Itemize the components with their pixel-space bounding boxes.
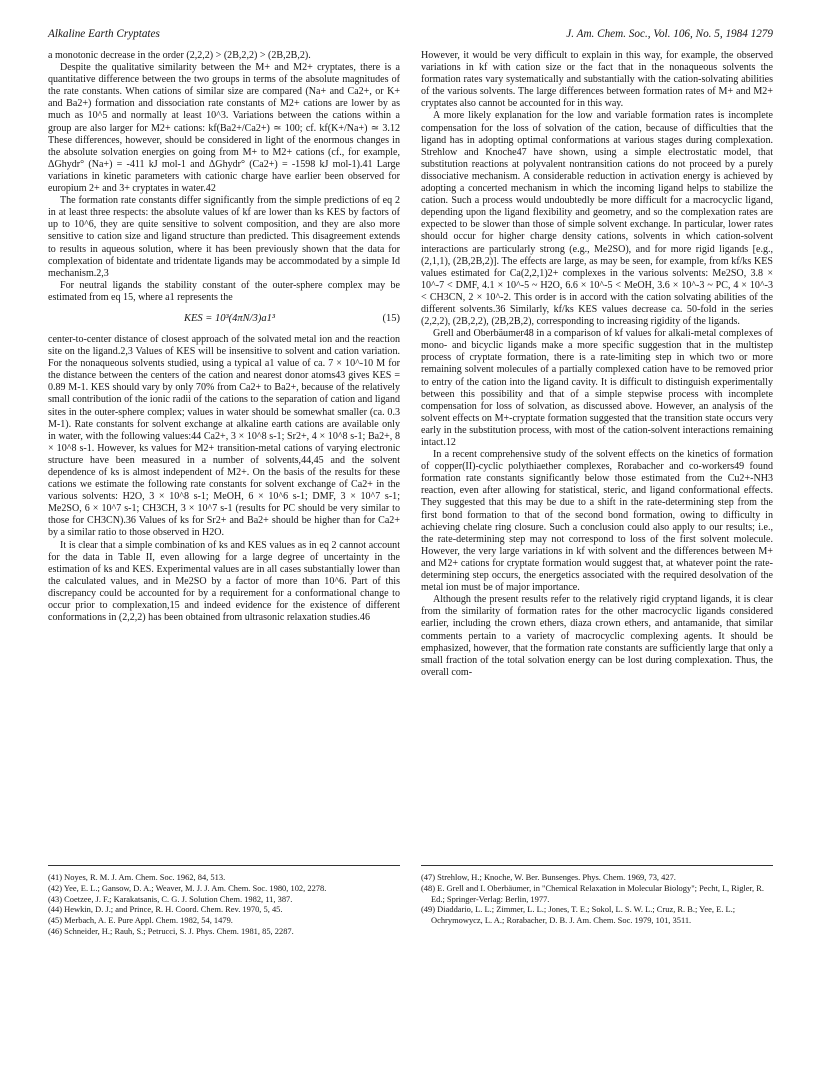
paragraph: However, it would be very difficult to explain in this way, for example, the observed variations in kf with cation size or the fact that in the nonaqueous solvents the formation rates vary systematically and substantially with the cation-solvating abilities of the various solvents. The large differences between formation rates of M+ and M2+ cryptates also cannot be accounted for in this way.	[421, 50, 773, 110]
reference-46: (46) Schneider, H.; Rauh, S.; Petrucci, S. J. Phys. Chem. 1981, 85, 2287.	[48, 925, 294, 936]
footnotes-right	[421, 865, 773, 926]
reference-48: (48) E. Grell and I. Oberbäumer, in "Chemical Relaxation in Molecular Biology"; Pecht, I., Rigler, R. Ed.; Springer-Verlag: Berlin, 1977.	[421, 882, 764, 904]
reference-45: (45) Merbach, A. E. Pure Appl. Chem. 1982, 54, 1479.	[48, 915, 233, 926]
paragraph: In a recent comprehensive study of the solvent effects on the kinetics of formation of copper(II)-cyclic polythiaether complexes, Rorabacher and co-workers49 found formation rate constants significantly below those estimated from the Cu2+-NH3 reaction, even after allowing for statistical, steric, and ligand conformational effects. They suggested that this may be due to a shift in the rate-determining step from the first bond formation to that of the second bond formation, owing to difficulty in achieving chelate ring closure. Such a conclusion could also apply to our results; i.e., the rate-determining step may not correspond to loss of the first solvent molecule. However, the very large variations in kf with solvent and the differences between M+ and M2+ cations for cryptate formation would suggest that, at whatever point the rate-determining step occurs, the energetics associated with the required desolvation of the metal ion must be of major importance.	[421, 449, 773, 594]
paragraph: The formation rate constants differ significantly from the simple predictions of eq 2 in at least three respects: the absolute values of kf are lower than ks KES by factors of up to 10^6, they are quite sensitive to solvent composition, and they are also more sensitive to cation size and ligand structure than predicted. This disagreement extends to results in aqueous solution, where it has been previously shown that the data for complexation of bidentate and tridentate ligands may be accommodated by a simple Id mechanism.2,3	[48, 195, 400, 279]
journal-citation: J. Am. Chem. Soc., Vol. 106, No. 5, 1984 1279	[566, 28, 773, 40]
equation-formula: KES = 10³(4πN/3)a1³	[184, 312, 275, 324]
reference-49: (49) Diaddario, L. L.; Zimmer, L. L.; Jones, T. E.; Sokol, L. S. W. L.; Cruz, R. B.; Yee, E. L.; Ochrymowycz, L. A.; Rorabacher, D. B. J. Am. Chem. Soc. 1979, 101, 3511.	[421, 904, 736, 926]
reference-42: (42) Yee, E. L.; Gansow, D. A.; Weaver, M. J. J. Am. Chem. Soc. 1980, 102, 2278.	[48, 882, 327, 893]
right-column	[421, 50, 773, 679]
paragraph: For neutral ligands the stability constant of the outer-sphere complex may be estimated from eq 15, where a1 represents the	[48, 279, 400, 303]
reference-43: (43) Coetzee, J. F.; Karakatsanis, C. G. J. Solution Chem. 1982, 11, 387.	[48, 893, 293, 904]
footnote-rule	[421, 865, 773, 866]
reference-41: (41) Noyes, R. M. J. Am. Chem. Soc. 1962, 84, 513.	[48, 872, 226, 882]
reference-44: (44) Hewkin, D. J.; and Prince, R. H. Coord. Chem. Rev. 1970, 5, 45.	[48, 904, 283, 915]
paragraph: A more likely explanation for the low and variable formation rates is incomplete compensation for the loss of solvation of the cation, because of difficulties that the ligand has in adopting optimal conformations at various stages during complexation. Strehlow and Knoche47 have shown, using a simple electrostatic model, that substitution reactions at polyvalent nontransition cations do not proceed by a purely dissociative mechanism. A considerable reduction in activation energy is achieved by adopting a concerted mechanism in which the incoming ligand helps to stabilize the cation. Such a process would undoubtedly be more difficult for a macrocyclic ligand, depending upon the ligand flexibility and geometry, and so the complexation rates are expected to be slower than those of simple solvent exchange. In particular, lower rates should occur for higher charge density cations, solvents in which cation-solvent interactions are particularly strong (e.g., Me2SO), and for more rigid ligands [e.g., (2,1,1), (2B,2B,2)]. The effects are large, as may be seen, for example, from kf/ks KES values estimated for Ca(2,2,1)2+ complexes in the various solvents: Me2SO, 3.8 × 10^-7 < DMF, 4.1 × 10^-5 ~ H2O, 6.6 × 10^-5 < MeOH, 3.6 × 10^-3 ~ PC, 4 × 10^-3 < CH3CN, 2 × 10^-2. This order is in accord with the cation solvating abilities of the different solvents.36 Similarly, kf/ks KES values decrease ca. 50-fold in the series (2,2,2), (2B,2,2), (2B,2B,2), corresponding to increasing rigidity of the ligands.	[421, 110, 773, 328]
running-title: Alkaline Earth Cryptates	[48, 28, 160, 40]
paragraph: Although the present results refer to the relatively rigid cryptand ligands, it is clear from the similarity of formation rates for the other macrocyclic ligands considered earlier, including the crown ethers, diaza crown ethers, and antamanide, that similar comments pertain to a variety of macrocyclic complexing agents. It should be emphasized, however, that the formation rate constants are sufficiently large that only a small fraction of the total solvation energy can be lost during complexation. Thus, the overall com-	[421, 594, 773, 678]
equation-15	[48, 306, 400, 332]
footnote-rule	[48, 865, 400, 866]
paragraph: It is clear that a simple combination of ks and KES values as in eq 2 cannot account for the data in Table II, even allowing for a large degree of uncertainty in the estimation of ks and KES. Experimental values are in all cases substantially lower than the calculated values, and in Me2SO by a factor of more than 10^6. Part of this discrepancy could be accounted for by a requirement for a conformational change to occur prior to complexation,15 and indeed evidence for the existence of different conformations in (2,2,2) has been obtained from ultrasonic relaxation studies.46	[48, 539, 400, 624]
paragraph: Despite the qualitative similarity between the M+ and M2+ cryptates, there is a quantitative difference between the two groups in terms of the absolute magnitudes of the rate constants. When cations of similar size are compared (Na+ and Ca2+, or K+ and Ba2+) formation and dissociation rate constants of M2+ cations are lower by as much as 10^5 and normally at least 10^3. Variations between the cations within a group are also larger for M2+ cations: kf(Ba2+/Ca2+) ≃ 100; cf. kf(K+/Na+) ≃ 3.12 These differences, however, should be considered in light of the enormous changes in the absolute solvation energies on going from M+ to M2+ cations (cf., for example, ΔGhydr° (Na+) = -411 kJ mol-1 and ΔGhydr° (Ca2+) = -1598 kJ mol-1).41 Large variations in kinetic parameters with cationic charge have earlier been observed for europium 2+ and 3+ cryptates in water.42	[48, 62, 400, 195]
paragraph: Grell and Oberbäumer48 in a comparison of kf values for alkali-metal complexes of mono- and bicyclic ligands make a more specific suggestion that in the multistep process of cryptate formation, there is a rate-limiting step in which two or more remaining solvent molecules of a partially complexed cation have to be removed prior to entry of the cation into the ligand cavity. It is difficult to distinguish experimentally between this possibility and that of a simple stepwise process with incomplete compensation for loss of solvation, as discussed above. However, an analysis of the solvent effects on M+-cryptate formation suggested that the transition state occurs very early in the substitution process, with most of the cation-solvent interactions remaining intact.12	[421, 328, 773, 448]
reference-47: (47) Strehlow, H.; Knoche, W. Ber. Bunsenges. Phys. Chem. 1969, 73, 427.	[421, 872, 676, 882]
paragraph: a monotonic decrease in the order (2,2,2) > (2B,2,2) > (2B,2B,2).	[48, 50, 311, 61]
equation-number: (15)	[382, 312, 400, 324]
footnotes-left	[48, 865, 400, 937]
paragraph: center-to-center distance of closest approach of the solvated metal ion and the reaction site on the ligand.2,3 Values of KES will be insensitive to solvent and cation variation. For the nonaqueous solvents studied, using a typical a1 value of ca. 7 × 10^-10 M for the distance between the centers of the cation and nearest donor atoms43 gives KES = 0.89 M-1. KES should vary by only 70% from Ca2+ to Ba2+, because of the relatively small contribution of the ionic radii of the cations to the separation of cation and ligand sites in the outer-sphere complex; values in water should be somewhat smaller (ca. 0.3 M-1). Rate constants for solvent exchange at alkaline earth cations are available only in water, with the following values:44 Ca2+, 3 × 10^8 s-1; Sr2+, 4 × 10^8 s-1; Ba2+, 8 × 10^8 s-1. However, ks values for M2+ transition-metal cations of varying electronic structure have been measured in a number of solvents,44,45 and the solvent dependence of ks is almost independent of M2+. On the basis of the results for these cations we estimate the following rate constants for solvent exchange of Ca2+ in the various solvents: H2O, 3 × 10^8 s-1; MeOH, 6 × 10^6 s-1; DMF, 3 × 10^7 s-1; Me2SO, 6 × 10^7 s-1; CH3CH, 3 × 10^7 s-1 (results for PC should be very similar to those for CH3CN).36 Values of ks for Sr2+ and Ba2+ should be higher than for Ca2+ by a similar ratio to those observed in H2O.	[48, 333, 400, 539]
left-column	[48, 50, 400, 624]
running-header	[48, 28, 773, 44]
